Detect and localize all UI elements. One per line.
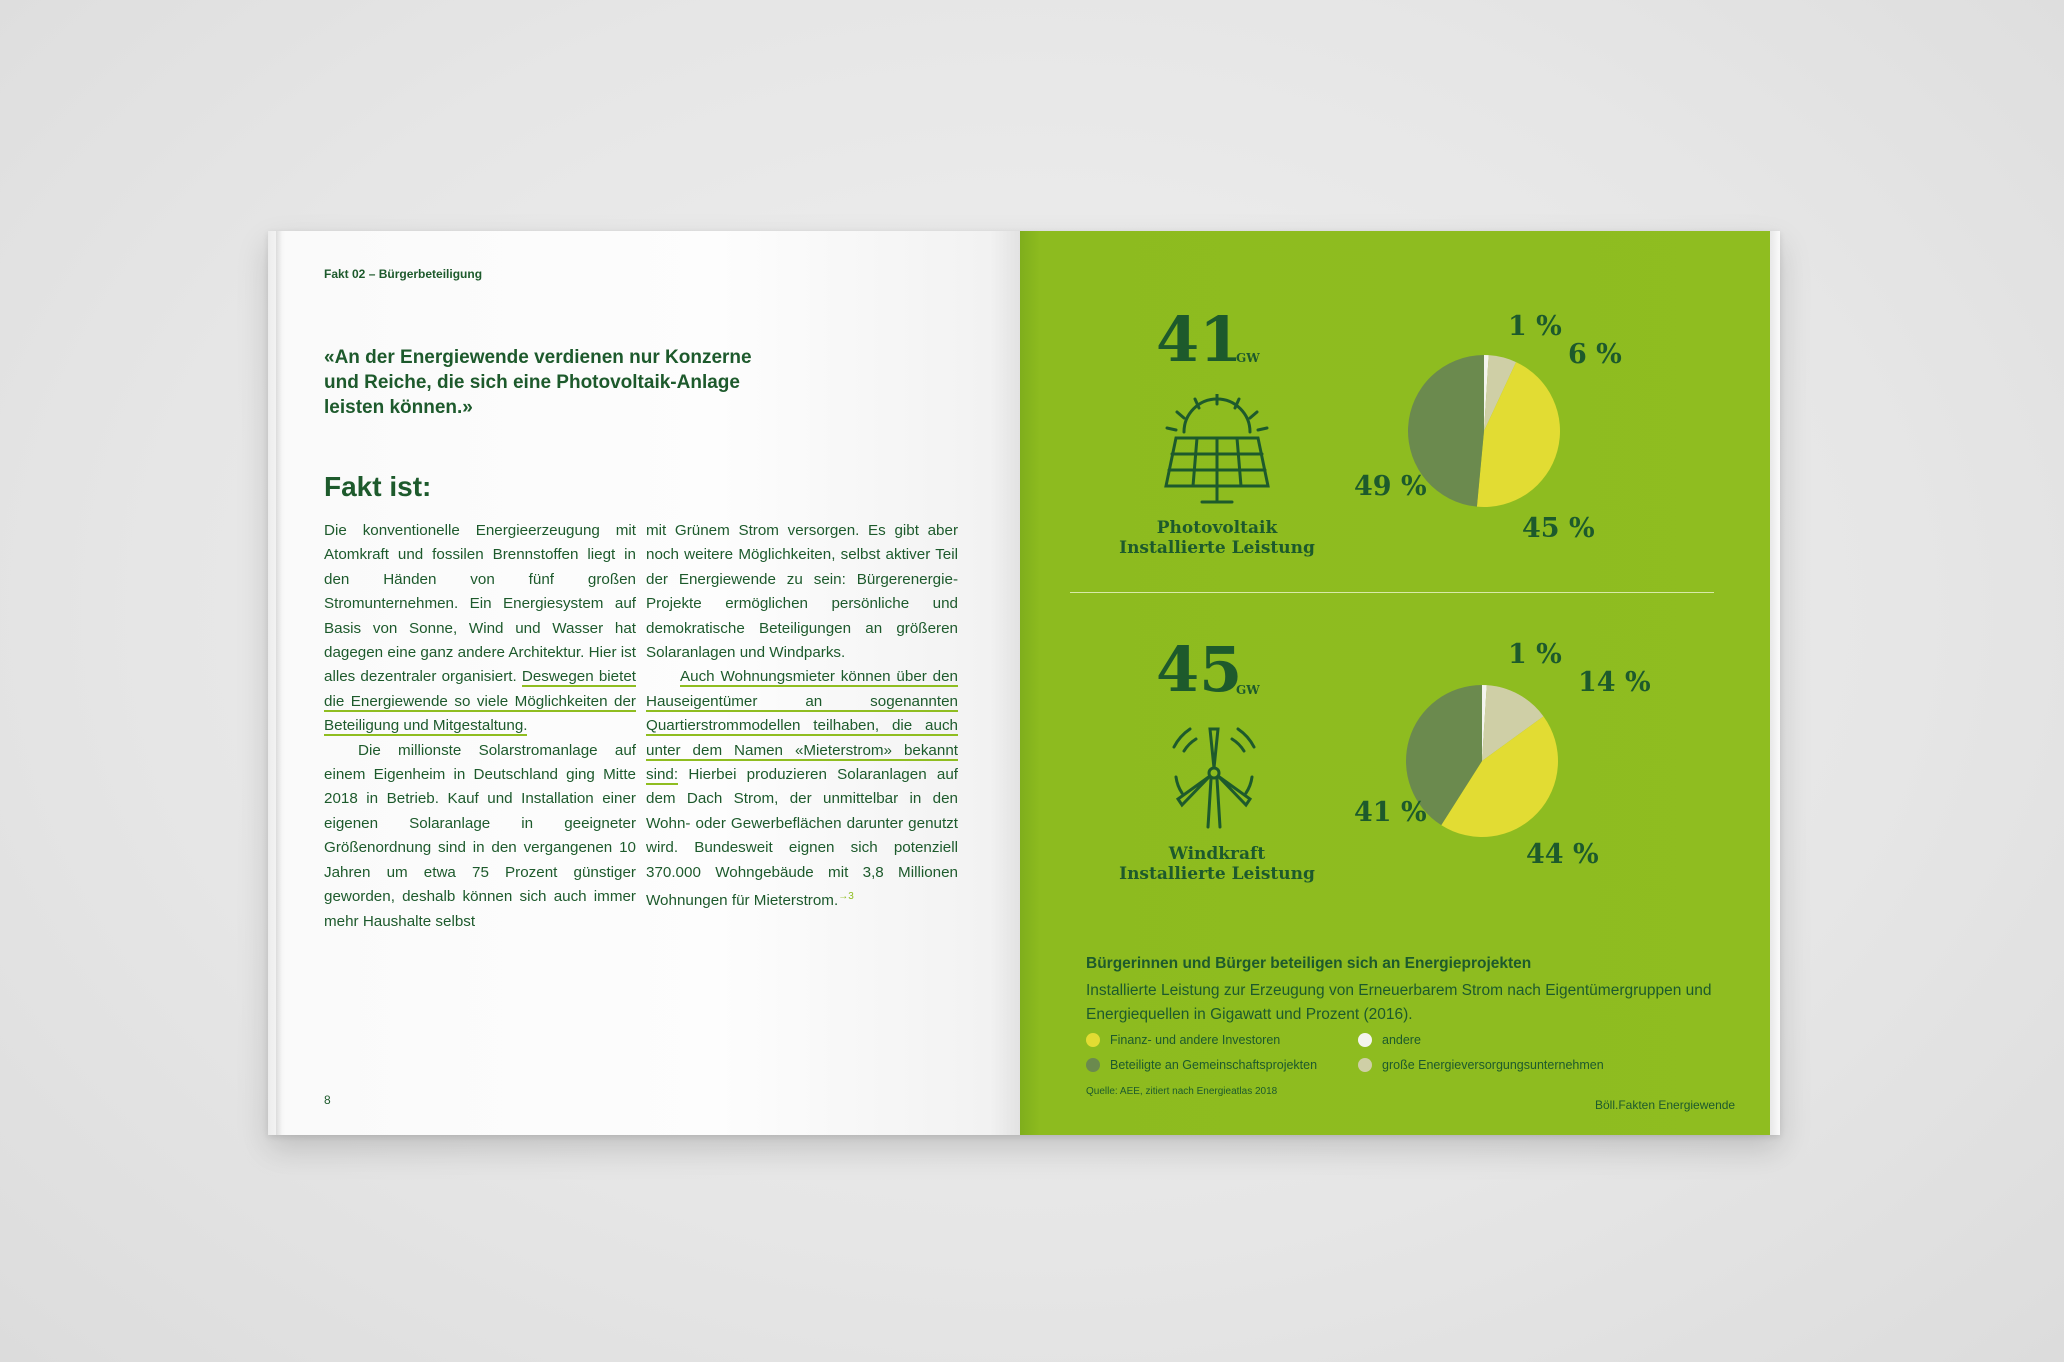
left-page xyxy=(268,231,1020,1135)
legend-swatch xyxy=(1086,1058,1100,1072)
footer-title: Böll.Fakten Energiewende xyxy=(1595,1098,1736,1112)
wind-capacity-number: 45 xyxy=(1156,633,1243,706)
pv-label-line2: Installierte Leistung xyxy=(1119,538,1315,558)
page-edge xyxy=(276,231,282,1135)
quote xyxy=(324,345,794,420)
body-column-1 xyxy=(324,519,636,934)
wind-label-line2: Installierte Leistung xyxy=(1119,864,1315,884)
legend-swatch xyxy=(1086,1033,1100,1047)
source-note: Quelle: AEE, zitiert nach Energieatlas 2018 xyxy=(1086,1086,1278,1097)
wind-label-line1: Windkraft xyxy=(1168,844,1266,864)
pv-pct-label: 49 % xyxy=(1354,471,1427,502)
wind-pct-label: 14 % xyxy=(1578,667,1651,698)
legend-item xyxy=(1086,1033,1280,1047)
paragraph-text: mit Grünem Strom versorgen. Es gibt aber noch weitere Möglichkeiten, selbst aktiver Teil der Energiewende zu sein: Bürgerenergie-Projekte ermöglichen persönliche und demokratische Beteiligungen an größeren Solaranlagen und Windparks. xyxy=(646,522,958,662)
page-number: 8 xyxy=(324,1093,331,1107)
pv-label xyxy=(1117,518,1317,558)
open-brochure xyxy=(268,231,1780,1135)
quote-line: und Reiche, die sich eine Photovoltaik-Anlage xyxy=(324,372,740,393)
legend-label: Beteiligte an Gemeinschaftsprojekten xyxy=(1110,1058,1318,1072)
solar-panel-icon xyxy=(1162,394,1272,508)
caption-text: Installierte Leistung zur Erzeugung von Erneuerbarem Strom nach Eigentümergruppen und Energiequellen in Gigawatt und Prozent (2016). xyxy=(1086,982,1712,1023)
wind-capacity-unit: GW xyxy=(1236,683,1260,697)
pv-pct-label: 1 % xyxy=(1508,311,1562,342)
caption-title: Bürgerinnen und Bürger beteiligen sich an Energieprojekten xyxy=(1086,955,1532,972)
pv-pct-label: 45 % xyxy=(1522,513,1595,544)
legend-item xyxy=(1358,1058,1604,1072)
footnote-reference[interactable]: →3 xyxy=(838,891,854,903)
wind-pct-label: 41 % xyxy=(1354,797,1427,828)
highlighted-text: Deswegen bietet die Energiewende so viele Möglichkeiten der Beteiligung und Mitgestaltung. xyxy=(324,668,636,735)
paragraph-text: Die konventionelle Energieerzeugung mit Atomkraft und fossilen Brennstoffen liegt in den Händen von fünf großen Stromunternehmen. Ein Energiesystem auf Basis von Sonne, Wind und Wasser hat dagegen eine ganz andere Architektur. Hier ist alles dezentraler organisiert. xyxy=(324,522,636,686)
section-heading: Fakt ist: xyxy=(324,471,432,502)
legend-swatch xyxy=(1358,1058,1372,1072)
right-page xyxy=(1020,231,1770,1135)
paragraph-text: Die millionste Solarstromanlage auf einem Eigenheim in Deutschland ging Mitte 2018 in Betrieb. Kauf und Installation einer eigenen Solaranlage in geeigneter Größenordnung sind in den vergangenen 10 Jahren um etwa 75 Prozent günstiger geworden, deshalb können sich auch immer mehr Haushalte selbst xyxy=(324,741,636,930)
running-head: Fakt 02 – Bürgerbeteiligung xyxy=(324,267,483,281)
wind-pie-chart xyxy=(1404,683,1560,839)
pv-capacity-unit: GW xyxy=(1236,351,1260,365)
pv-pie-chart xyxy=(1406,353,1562,509)
body-column-2 xyxy=(646,519,958,914)
page-edge-right xyxy=(1770,231,1780,1135)
legend-label: Finanz- und andere Investoren xyxy=(1110,1033,1281,1047)
wind-turbine-icon xyxy=(1160,721,1268,831)
paragraph-text: Hierbei produzieren Solaranlagen auf dem Dach Strom, der unmittelbar in den Wohn- oder Gewerbeflächen darunter genutzt wird. Bundesweit eignen sich potenziell 370.000 Wohngebäude mit 3,8 Millionen Wohnungen für Mieterstrom. xyxy=(646,766,958,910)
wind-pct-label: 44 % xyxy=(1526,839,1599,870)
legend-item xyxy=(1086,1058,1317,1072)
legend-label: große Energieversorgungsunternehmen xyxy=(1382,1058,1604,1072)
pv-label-line1: Photovoltaik xyxy=(1156,518,1278,538)
legend-label: andere xyxy=(1382,1033,1421,1047)
legend-item xyxy=(1358,1033,1421,1047)
pv-pct-label: 6 % xyxy=(1568,339,1622,370)
quote-line: «An der Energiewende verdienen nur Konzerne xyxy=(324,347,752,368)
highlighted-text: Auch Wohnungsmieter können über den Hauseigentümer an sogenannten Quartierstrommodellen teilhaben, die auch unter dem Namen «Mieterstrom» bekannt sind: xyxy=(646,668,958,784)
section-divider xyxy=(1070,592,1714,593)
quote-line: leisten können.» xyxy=(324,397,473,418)
legend-swatch xyxy=(1358,1033,1372,1047)
pv-capacity-number: 41 xyxy=(1156,303,1243,376)
wind-label xyxy=(1117,844,1317,884)
wind-pct-label: 1 % xyxy=(1508,639,1562,670)
